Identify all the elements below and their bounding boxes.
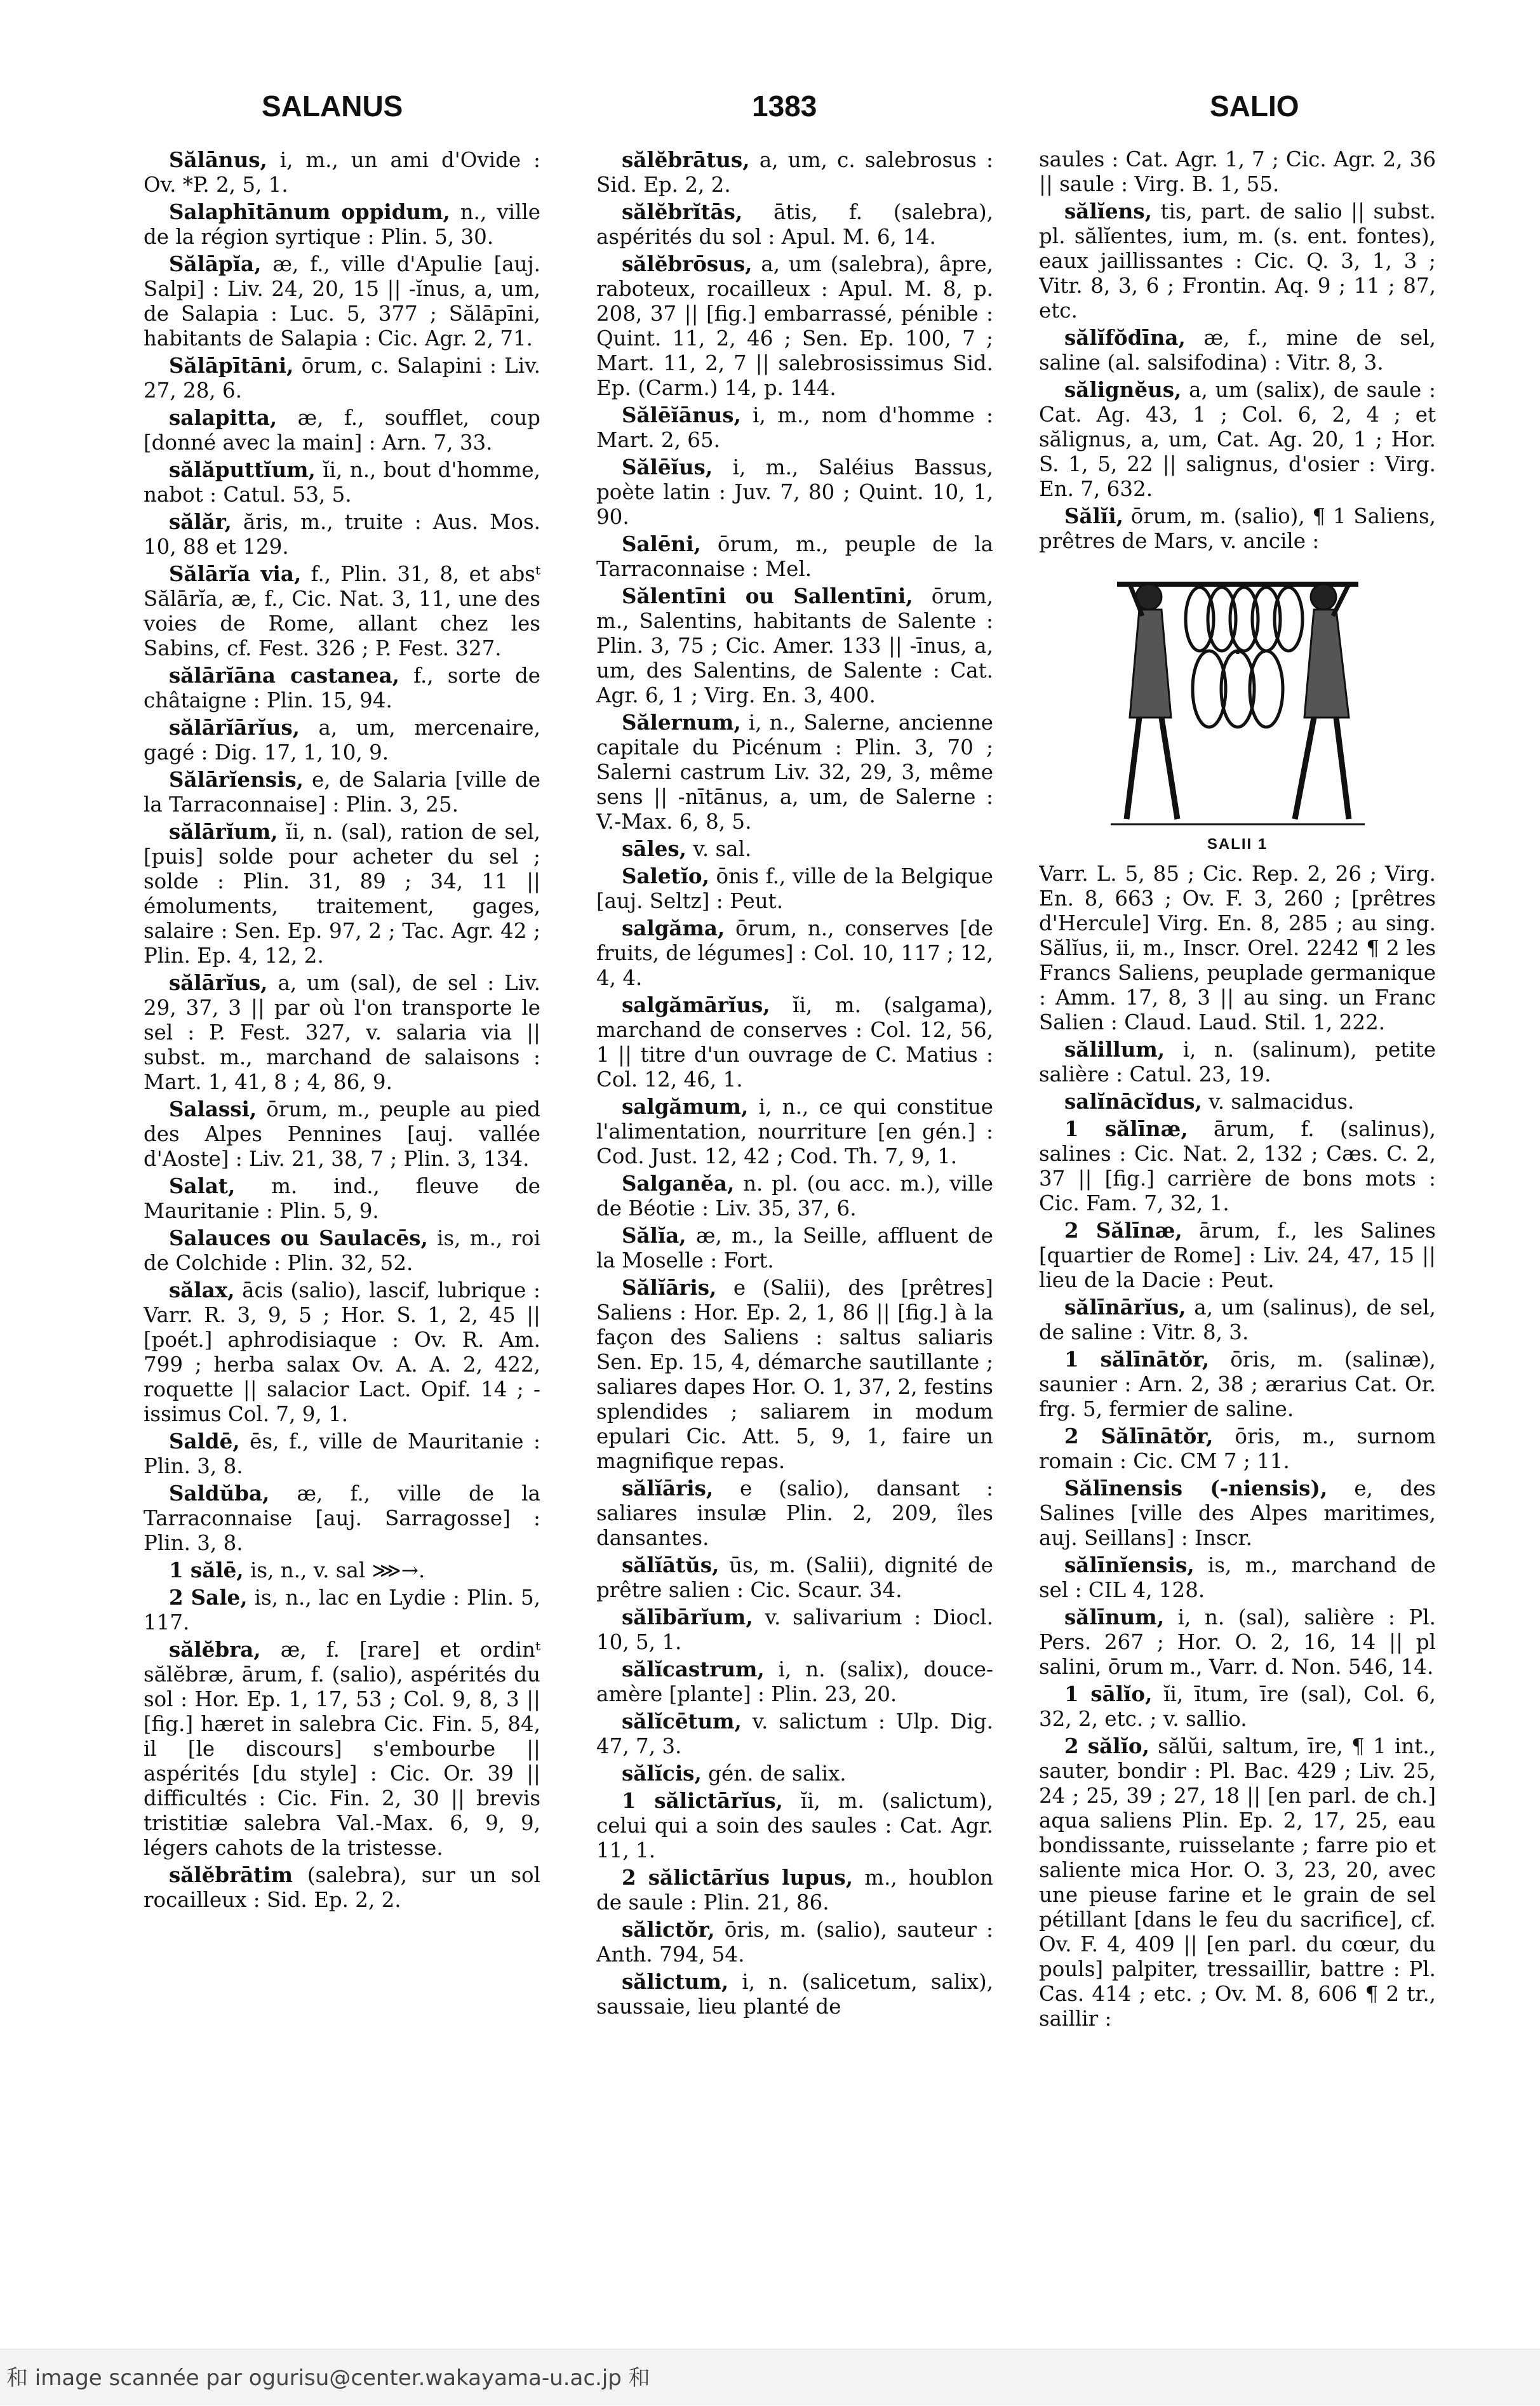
entry-headword: 2 Sălīnātŏr, <box>1064 1423 1214 1448</box>
dictionary-entry <box>596 836 993 862</box>
entry-headword: 1 sălē, <box>169 1558 244 1582</box>
dictionary-entry <box>1039 147 1436 197</box>
entry-definition: ōris, m. (salinæ), saunier : Arn. 2, 38 ; ærarius Cat. Or. frg. 5, fermier de saline. <box>1039 1347 1436 1421</box>
dictionary-entry <box>1039 1089 1436 1114</box>
entry-headword: sălĕbrōsus, <box>622 251 753 276</box>
dictionary-entry <box>144 457 540 507</box>
dictionary-entry <box>596 584 993 708</box>
entry-headword: 1 sălīnæ, <box>1064 1116 1188 1141</box>
entry-headword: sălignĕus, <box>1064 377 1182 402</box>
entry-definition: ĭi, ītum, īre (sal), Col. 6, 32, 2, etc. ; v. sallio. <box>1039 1681 1436 1731</box>
entry-definition: saules : Cat. Agr. 1, 7 ; Cic. Agr. 2, 36 || saule : Virg. B. 1, 55. <box>1039 147 1436 196</box>
dictionary-entry <box>144 663 540 713</box>
dictionary-entry <box>596 1917 993 1967</box>
entry-headword: sălārĭum, <box>169 819 278 844</box>
entry-definition: sălŭi, saltum, īre, ¶ 1 int., sauter, bondir : Pl. Bac. 429 ; Liv. 25, 24 ; 25, 39 ; 27, 18 || [en parl. de ch.] aqua saliens Plin. Ep. 2, 17, 25, eau bondissante, ruisselante ; farre pio et saliente mica Hor. O. 3, 23, 20, avec une pieuse farine et le grain de sel pétillant [dans le feu du sacrifice], cf. Ov. F. 4, 409 || [en parl. du cœur, du pouls] palpiter, tressaillir, battre : Pl. Cas. 414 ; etc. ; Ov. M. 8, 606 ¶ 2 tr., saillir : <box>1039 1734 1436 2031</box>
dictionary-entry <box>1039 862 1436 1035</box>
entry-headword: sălĕbrĭtās, <box>622 199 743 224</box>
dictionary-entry <box>144 405 540 455</box>
entry-definition: i, n. (salinum), petite salière : Catul. 23, 19. <box>1039 1037 1436 1086</box>
entry-definition: ĭi, m. (salictum), celui qui a soin des saules : Cat. Agr. 11, 1. <box>596 1789 993 1862</box>
entry-headword: Sălĭa, <box>622 1223 686 1248</box>
entry-definition: æ, f., ville de la Tarraconnaise [auj. Sarragosse] : Plin. 3, 8. <box>144 1481 540 1555</box>
entry-headword: sălĭens, <box>1064 199 1152 224</box>
entry-definition: e (Salii), des [prêtres] Saliens : Hor. Ep. 2, 1, 86 || [fig.] à la façon des Saliens : saltus saliaris Sen. Ep. 15, 4, démarche sautillante ; saliares dapes Hor. O. 1, 37, 2, festins splendides ; saliarem in modum epulari Cic. Att. 5, 9, 1, faire un magnifique repas. <box>596 1276 993 1473</box>
entry-headword: salgămum, <box>622 1094 749 1119</box>
entry-headword: sălĕbrātus, <box>622 147 750 172</box>
entry-headword: sălĭcis, <box>622 1761 702 1786</box>
entry-headword: Sălāpĭa, <box>169 251 262 276</box>
dictionary-entry <box>1039 377 1436 502</box>
dictionary-entry <box>596 251 993 401</box>
dictionary-entry <box>596 1605 993 1655</box>
entry-definition: a, um, c. salebrosus : Sid. Ep. 2, 2. <box>596 148 993 197</box>
dictionary-entry <box>596 864 993 914</box>
dictionary-entry <box>144 1481 540 1556</box>
dictionary-entry <box>596 403 993 453</box>
entry-definition: ōrum, m., peuple de la Tarraconnaise : Mel. <box>596 532 993 581</box>
entry-definition: tis, part. de salio || subst. pl. sălĭentes, ium, m. (s. ent. fontes), eaux jaillissantes : Cic. Q. 3, 1, 3 ; Vitr. 8, 3, 6 ; Frontin. Aq. 9 ; 11 ; 87, etc. <box>1039 199 1436 323</box>
entry-definition: e (salio), dansant : saliares insulæ Plin. 2, 209, îles dansantes. <box>596 1476 993 1550</box>
entry-headword: salgămārĭus, <box>622 992 770 1017</box>
dictionary-entry <box>1039 1605 1436 1680</box>
entry-definition: ācis (salio), lascif, lubrique : Varr. R. 3, 9, 5 ; Hor. S. 1, 2, 45 || [poét.] aphrodisiaque : Ov. R. Am. 799 ; herba salax Ov. A. A. 2, 422, roquette || salacior Lact. Opif. 14 ; -issimus Col. 7, 9, 1. <box>144 1278 540 1426</box>
entry-definition: i, n., ce qui constitue l'alimentation, nourriture [en gén.] : Cod. Just. 12, 42 ; Cod. Th. 7, 9, 1. <box>596 1095 993 1168</box>
salii-figure-drawing <box>1104 559 1371 832</box>
entry-headword: salapitta, <box>169 405 278 430</box>
entry-headword: 1 sălictārĭus, <box>622 1788 783 1813</box>
dictionary-entry <box>596 992 993 1092</box>
page-number: 1383 <box>752 90 817 123</box>
dictionary-entry <box>1039 1681 1436 1732</box>
entry-definition: ōrum, m., peuple au pied des Alpes Pennines [auj. vallée d'Aoste] : Liv. 21, 38, 7 ; Plin. 3, 134. <box>144 1097 540 1171</box>
dictionary-entry <box>144 1173 540 1224</box>
entry-headword: 2 sălĭo, <box>1064 1733 1149 1758</box>
entry-headword: sălārĭāna castanea, <box>169 663 399 688</box>
running-head-left: SALANUS <box>262 90 403 123</box>
dictionary-entry <box>1039 1295 1436 1345</box>
entry-definition: i, n. (sal), salière : Pl. Pers. 267 ; Hor. O. 2, 16, 14 || pl salini, ōrum m., Varr. d. Non. 546, 14. <box>1039 1605 1436 1679</box>
dictionary-entry <box>144 1558 540 1583</box>
dictionary-entry <box>1039 1553 1436 1603</box>
dictionary-entry <box>144 715 540 765</box>
entry-definition: Varr. L. 5, 85 ; Cic. Rep. 2, 26 ; Virg. En. 8, 663 ; Ov. F. 3, 260 ; [prêtres d'Hercule] Virg. En. 8, 285 ; au sing. Sălĭus, ii, m., Inscr. Orel. 2242 ¶ 2 les Francs Saliens, peuplade germanique : Amm. 17, 8, 3 || au sing. un Franc Salien : Claud. Laud. Stil. 1, 222. <box>1039 861 1436 1034</box>
dictionary-entry <box>144 147 540 197</box>
dictionary-entry <box>596 455 993 530</box>
entry-definition: æ, f. [rare] et ordinᵗ sălĕbræ, ārum, f. (salio), aspérités du sol : Hor. Ep. 1, 17, 53 ; Col. 9, 8, 3 || [fig.] hæret in salebra Cic. Fin. 5, 84, il [le discours] s'embourbe || aspérités [du style] : Cic. Or. 39 || difficultés : Cic. Fin. 2, 30 || brevis tristitiæ salebra Val.-Max. 6, 9, 9, légers cahots de la tristesse. <box>144 1638 540 1860</box>
entry-headword: sălĭāris, <box>622 1476 714 1500</box>
dictionary-entry <box>1039 325 1436 375</box>
dictionary-entry <box>1039 1347 1436 1422</box>
entry-headword: Salganĕa, <box>622 1171 735 1196</box>
entry-headword: 2 sălictārĭus lupus, <box>622 1865 854 1890</box>
entry-definition: i, n., Salerne, ancienne capitale du Picénum : Plin. 3, 70 ; Salerni castrum Liv. 32, 29, 3, même sens || -nītānus, a, um, de Salerne : V.-Max. 6, 8, 5. <box>596 711 993 834</box>
entry-definition: ōrum, n., conserves [de fruits, de légumes] : Col. 10, 117 ; 12, 4, 4. <box>596 916 993 990</box>
entry-definition: n., ville de la région syrtique : Plin. 5, 30. <box>144 200 540 249</box>
entry-definition: f., sorte de châtaigne : Plin. 15, 94. <box>144 664 540 712</box>
entry-headword: sălillum, <box>1064 1036 1165 1062</box>
entry-definition: i, m., Saléius Bassus, poète latin : Juv. 7, 80 ; Quint. 10, 1, 90. <box>596 455 993 529</box>
entry-headword: Sălēĭus, <box>622 455 713 479</box>
dictionary-entry <box>596 1969 993 2019</box>
dictionary-entry <box>1039 504 1436 554</box>
dictionary-entry <box>144 1585 540 1635</box>
entry-definition: a, um, mercenaire, gagé : Dig. 17, 1, 10, 9. <box>144 716 540 765</box>
entry-definition: ĭi, n. (sal), ration de sel, [puis] solde pour acheter du sel ; solde : Plin. 31, 89 ; 34, 11 || émoluments, traitement, gages, salaire : Sen. Ep. 97, 2 ; Tac. Agr. 42 ; Plin. Ep. 4, 12, 2. <box>144 820 540 968</box>
entry-definition: (salebra), sur un sol rocailleux : Sid. Ep. 2, 2. <box>144 1863 540 1912</box>
entry-definition: ōnis f., ville de la Belgique [auj. Seltz] : Peut. <box>596 864 993 913</box>
figure-caption: SALII 1 <box>1207 836 1268 853</box>
entry-headword: sălăr, <box>169 509 232 534</box>
entry-headword: sălĭātŭs, <box>622 1553 720 1577</box>
entry-headword: sălārĭus, <box>169 970 268 995</box>
dictionary-entry <box>596 916 993 991</box>
entry-headword: Salēni, <box>622 531 701 556</box>
entry-definition: æ, f., soufflet, coup [donné avec la main] : Arn. 7, 33. <box>144 406 540 455</box>
entry-definition: is, n., lac en Lydie : Plin. 5, 117. <box>144 1586 540 1634</box>
entry-definition: ēs, f., ville de Mauritanie : Plin. 3, 8. <box>144 1429 540 1478</box>
entry-definition: v. sal. <box>693 837 752 861</box>
entry-definition: ĭi, n., bout d'homme, nabot : Catul. 53, 5. <box>144 458 540 507</box>
dictionary-entry <box>1039 1424 1436 1474</box>
dictionary-entry <box>144 251 540 351</box>
entry-headword: sălārĭārĭus, <box>169 715 300 740</box>
dictionary-entry <box>596 1476 993 1551</box>
dictionary-entry <box>1039 1037 1436 1087</box>
entry-definition: a, um (salinus), de sel, de saline : Vitr. 8, 3. <box>1039 1295 1436 1344</box>
dictionary-entry <box>596 147 993 197</box>
entry-headword: sălībārĭum, <box>622 1605 753 1629</box>
entry-headword: Saldē, <box>169 1429 240 1454</box>
entry-definition: ăris, m., truite : Aus. Mos. 10, 88 et 129. <box>144 510 540 559</box>
entry-definition: ōrum, m., Salentins, habitants de Salente : Plin. 3, 75 ; Cic. Amer. 133 || -īnus, a, um, des Salentins, de Salente : Cat. Agr. 6, 1 ; Virg. En. 3, 400. <box>596 584 993 707</box>
dictionary-entry <box>1039 199 1436 323</box>
dictionary-entry <box>144 509 540 559</box>
entry-headword: Sălāpītāni, <box>169 353 294 378</box>
running-head-right: SALIO <box>1210 90 1299 123</box>
dictionary-entry <box>596 199 993 250</box>
entry-headword: 2 Sălīnæ, <box>1064 1217 1182 1243</box>
entry-headword: Sălernum, <box>622 710 741 735</box>
dictionary-entry <box>596 1709 993 1759</box>
entry-definition: æ, f., mine de sel, saline (al. salsifodina) : Vitr. 8, 3. <box>1039 326 1436 375</box>
dictionary-entry <box>596 1223 993 1273</box>
entry-headword: Saldŭba, <box>169 1481 270 1506</box>
dictionary-entry <box>596 710 993 834</box>
dictionary-entry <box>596 1553 993 1603</box>
dictionary-entry <box>144 970 540 1095</box>
entry-definition: æ, m., la Seille, affluent de la Moselle : Fort. <box>596 1224 993 1273</box>
entry-headword: 1 sălīnātŏr, <box>1064 1346 1210 1372</box>
entry-headword: 1 sālĭo, <box>1064 1681 1153 1706</box>
entry-definition: ōris, m., surnom romain : Cic. CM 7 ; 11. <box>1039 1424 1436 1473</box>
entry-headword: Sălĭāris, <box>622 1275 717 1300</box>
entry-definition: v. salictum : Ulp. Dig. 47, 7, 3. <box>596 1709 993 1758</box>
entry-definition: i, n. (salix), douce-amère [plante] : Plin. 23, 20. <box>596 1657 993 1706</box>
dictionary-entry <box>144 819 540 968</box>
entry-definition: v. salivarium : Diocl. 10, 5, 1. <box>596 1605 993 1654</box>
entry-headword: Sălānus, <box>169 147 267 172</box>
entry-headword: sălīnum, <box>1064 1604 1165 1629</box>
entry-definition: is, n., v. sal ⋙→. <box>250 1558 425 1582</box>
entry-definition: ōrum, c. Salapini : Liv. 27, 28, 6. <box>144 354 540 403</box>
dictionary-entry <box>1039 1476 1436 1551</box>
entry-definition: e, des Salines [ville des Alpes maritimes, auj. Seillans] : Inscr. <box>1039 1476 1436 1550</box>
entry-headword: Sălārĭensis, <box>169 767 304 792</box>
entry-headword: Saletĭo, <box>622 864 709 888</box>
entry-headword: 2 Sale, <box>169 1585 248 1610</box>
dictionary-entry <box>144 353 540 403</box>
entry-definition: v. salmacidus. <box>1209 1089 1355 1114</box>
entry-definition: ātis, f. (salebra), aspérités du sol : Apul. M. 6, 14. <box>596 200 993 249</box>
dictionary-entry <box>144 767 540 817</box>
dictionary-entry <box>596 1275 993 1474</box>
entry-headword: sălĭcētum, <box>622 1709 742 1734</box>
entry-headword: salĭnācĭdus, <box>1064 1088 1202 1114</box>
dictionary-entry <box>596 1788 993 1863</box>
entry-definition: is, m., marchand de sel : CIL 4, 128. <box>1039 1553 1436 1602</box>
entry-headword: Salat, <box>169 1173 236 1198</box>
dictionary-entry <box>1039 1116 1436 1216</box>
dictionary-entry <box>144 1429 540 1479</box>
entry-definition: n. pl. (ou acc. m.), ville de Béotie : Liv. 35, 37, 6. <box>596 1172 993 1220</box>
entry-definition: ōrum, m. (salio), ¶ 1 Saliens, prêtres de Mars, v. ancile : <box>1039 504 1436 553</box>
dictionary-entry <box>144 199 540 250</box>
entry-definition: e, de Salaria [ville de la Tarraconnaise] : Plin. 3, 25. <box>144 768 540 817</box>
dictionary-entry <box>596 1657 993 1707</box>
dictionary-entry <box>596 1761 993 1786</box>
salii-illustration <box>1098 559 1377 854</box>
entry-headword: Sălārĭa via, <box>169 561 302 586</box>
entry-definition: a, um (salix), de saule : Cat. Ag. 43, 1 ; Col. 6, 2, 4 ; et sălignus, a, um, Cat. Ag. 20, 1 ; Hor. S. 1, 5, 22 || salignus, d'osier : Virg. En. 7, 632. <box>1039 378 1436 501</box>
entry-definition: m., houblon de saule : Plin. 21, 86. <box>596 1866 993 1915</box>
dictionary-entry <box>1039 1734 1436 2031</box>
entry-definition: ōris, m. (salio), sauteur : Anth. 794, 54. <box>596 1918 993 1967</box>
dictionary-entry <box>144 1637 540 1861</box>
entry-definition: m. ind., fleuve de Mauritanie : Plin. 5, 9. <box>144 1174 540 1223</box>
entry-definition: is, m., roi de Colchide : Plin. 32, 52. <box>144 1226 540 1275</box>
dictionary-entry <box>144 1862 540 1913</box>
entry-definition: gén. de salix. <box>708 1761 847 1786</box>
dictionary-entry <box>596 531 993 582</box>
entry-headword: sălax, <box>169 1278 235 1302</box>
entry-definition: i, n. (salicetum, salix), saussaie, lieu planté de <box>596 1970 993 2019</box>
entry-headword: sălīnĭensis, <box>1064 1552 1195 1577</box>
column-1 <box>144 147 540 2319</box>
dictionary-entry <box>596 1171 993 1221</box>
entry-definition: a, um (salebra), âpre, raboteux, rocailleux : Apul. M. 8, p. 208, 37 || [fig.] embarrassé, pénible : Quint. 11, 2, 46 ; Sen. Ep. 100, 7 ; Mart. 11, 2, 7 || salebrosissimus Sid. Ep. (Carm.) 14, p. 144. <box>596 252 993 400</box>
entry-headword: sălĕbrātim <box>169 1862 293 1887</box>
entry-headword: Salauces ou Saulacēs, <box>169 1226 428 1250</box>
entry-headword: Sălēĭānus, <box>622 403 741 427</box>
entry-headword: sălăputtĭum, <box>169 457 316 482</box>
entry-headword: sălīnārĭus, <box>1064 1294 1186 1320</box>
entry-headword: sāles, <box>622 836 686 861</box>
entry-definition: ārum, f. (salinus), salines : Cic. Nat. 2, 132 ; Cæs. C. 2, 37 || [fig.] carrière de bons mots : Cic. Fam. 7, 32, 1. <box>1039 1116 1436 1215</box>
entry-definition: ārum, f., les Salines [quartier de Rome] : Liv. 24, 47, 15 || lieu de la Dacie : Peut. <box>1039 1218 1436 1292</box>
entry-definition: i, m., un ami d'Ovide : Ov. *P. 2, 5, 1. <box>144 148 540 197</box>
entry-headword: sălĭfŏdīna, <box>1064 325 1186 350</box>
entry-definition: a, um (sal), de sel : Liv. 29, 37, 3 || par où l'on transporte le sel : P. Fest. 327, v. salaria via || subst. m., marchand de salaisons : Mart. 1, 41, 8 ; 4, 86, 9. <box>144 971 540 1094</box>
column-2 <box>596 147 993 2319</box>
entry-headword: Sălĭi, <box>1064 504 1123 528</box>
dictionary-entry <box>596 1865 993 1915</box>
dictionary-entry <box>144 1097 540 1172</box>
dictionary-entry <box>596 1094 993 1169</box>
column-3 <box>1039 147 1436 2319</box>
entry-headword: sălictum, <box>622 1969 729 1994</box>
dictionary-entry <box>144 561 540 661</box>
entry-headword: salgăma, <box>622 916 725 940</box>
entry-headword: Sălīnensis (-niensis), <box>1064 1475 1328 1500</box>
entry-headword: Sălentīni ou Sallentīni, <box>622 584 913 608</box>
entry-definition: ūs, m. (Salii), dignité de prêtre salien : Cic. Scaur. 34. <box>596 1553 993 1602</box>
entry-headword: sălictŏr, <box>622 1917 715 1942</box>
page-header <box>0 89 1540 133</box>
entry-definition: æ, f., ville d'Apulie [auj. Salpi] : Liv. 24, 20, 15 || -ĭnus, a, um, de Salapia : Luc. 5, 377 ; Sălāpīni, habitants de Salapia : Cic. Agr. 2, 71. <box>144 252 540 351</box>
scan-credit-footer: 和 image scannée par ogurisu@center.wakayama-u.ac.jp 和 <box>0 2349 1540 2405</box>
entry-definition: i, m., nom d'homme : Mart. 2, 65. <box>596 403 993 452</box>
entry-headword: Salassi, <box>169 1097 257 1121</box>
dictionary-entry <box>144 1226 540 1276</box>
entry-headword: sălĭcastrum, <box>622 1657 765 1681</box>
entry-headword: Salaphītānum oppidum, <box>169 199 450 224</box>
dictionary-entry <box>1039 1218 1436 1293</box>
entry-definition: ĭi, m. (salgama), marchand de conserves : Col. 12, 56, 1 || titre d'un ouvrage de C. Matius : Col. 12, 46, 1. <box>596 993 993 1092</box>
dictionary-entry <box>144 1278 540 1427</box>
entry-definition: f., Plin. 31, 8, et absᵗ Sălārĭa, æ, f., Cic. Nat. 3, 11, une des voies de Rome, allant chez les Sabins, cf. Fest. 326 ; P. Fest. 327. <box>144 562 540 660</box>
entry-headword: sălĕbra, <box>169 1637 261 1662</box>
